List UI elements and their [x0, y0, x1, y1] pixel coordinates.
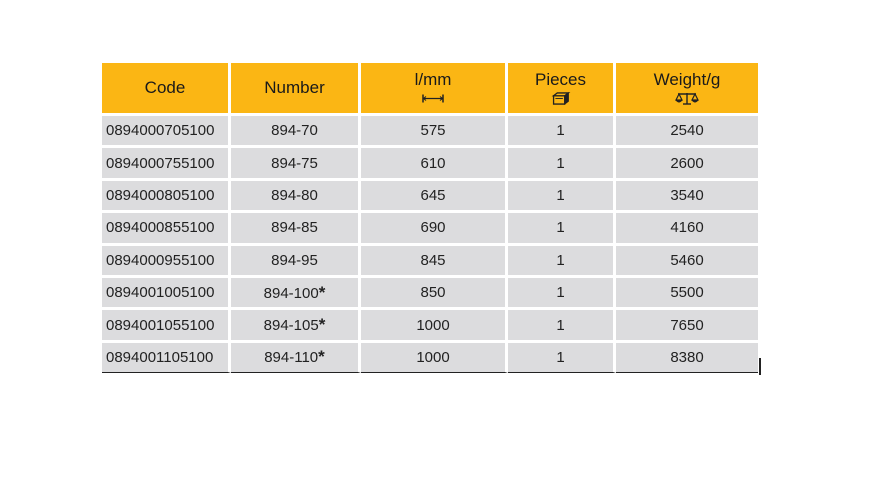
cell-number-text: 894-100: [263, 284, 319, 302]
column-header-code-label: Code: [144, 77, 186, 97]
column-header-length-label: l/mm: [414, 70, 452, 90]
cell-weight-text: 7650: [670, 316, 704, 334]
cell-length: [361, 116, 508, 148]
cell-pieces: [508, 278, 616, 310]
cell-number: [231, 181, 361, 213]
cell-length: [361, 213, 508, 245]
cell-code-text: 0894000855100: [106, 219, 215, 237]
cell-number: [231, 148, 361, 180]
cell-code: [102, 116, 231, 148]
cell-code: [102, 246, 231, 278]
cell-weight: [616, 310, 758, 342]
box-icon: [551, 92, 571, 105]
column-header-length: [361, 63, 508, 116]
cell-weight-text: 2540: [670, 122, 704, 140]
cell-pieces: [508, 181, 616, 213]
cell-code-text: 0894000755100: [106, 154, 215, 172]
length-dimension-icon: [422, 92, 444, 105]
scale-icon: [675, 92, 699, 105]
cell-number: [231, 246, 361, 278]
cell-length-text: 645: [420, 186, 446, 204]
cell-code-text: 0894000955100: [106, 251, 215, 269]
cell-number-text: 894-95: [271, 251, 318, 269]
cell-code-text: 0894000805100: [106, 186, 215, 204]
cell-number-text: 894-70: [271, 122, 318, 140]
cell-code: [102, 278, 231, 310]
cell-length: [361, 246, 508, 278]
cell-number-text: 894-75: [271, 154, 318, 172]
column-header-code: [102, 63, 231, 116]
cell-number-text: 894-85: [271, 219, 318, 237]
product-table-container: [102, 63, 758, 373]
cell-length: [361, 278, 508, 310]
cell-number-text: 894-110: [264, 349, 319, 367]
cell-length-text: 690: [420, 219, 446, 237]
cell-code-text: 0894001055100: [106, 316, 215, 334]
cell-number: [231, 116, 361, 148]
cell-length-text: 850: [420, 284, 446, 302]
cell-number-text: 894-105: [263, 317, 319, 335]
cell-length: [361, 181, 508, 213]
table-row: [102, 213, 758, 245]
cell-code-text: 0894000705100: [106, 122, 215, 140]
cell-weight: [616, 278, 758, 310]
cell-weight: [616, 116, 758, 148]
cell-length-text: 845: [420, 251, 446, 269]
cell-weight-text: 5500: [670, 284, 704, 302]
cell-pieces-text: 1: [556, 186, 565, 204]
cell-code-text: 0894001005100: [106, 284, 215, 302]
cell-code: [102, 181, 231, 213]
cell-weight-text: 5460: [670, 251, 704, 269]
cell-pieces-text: 1: [556, 348, 565, 366]
table-row: [102, 310, 758, 342]
edge-tick-mark: [759, 358, 761, 375]
cell-length: [361, 310, 508, 342]
column-header-pieces-label: Pieces: [534, 70, 587, 90]
cell-weight: [616, 148, 758, 180]
cell-pieces: [508, 246, 616, 278]
cell-pieces: [508, 116, 616, 148]
cell-weight: [616, 246, 758, 278]
asterisk-note-marker: *: [318, 282, 326, 302]
cell-weight-text: 3540: [670, 186, 704, 204]
cell-code: [102, 343, 231, 373]
cell-number: [231, 343, 361, 373]
cell-pieces-text: 1: [556, 316, 565, 334]
cell-number: [231, 213, 361, 245]
table-body: [102, 116, 758, 373]
cell-code: [102, 148, 231, 180]
cell-weight: [616, 343, 758, 373]
cell-code: [102, 213, 231, 245]
cell-pieces-text: 1: [556, 122, 565, 140]
cell-pieces-text: 1: [556, 251, 565, 269]
table-row: [102, 278, 758, 310]
cell-pieces: [508, 213, 616, 245]
cell-length-text: 1000: [416, 316, 450, 334]
table-row: [102, 343, 758, 373]
cell-number: [231, 278, 361, 310]
cell-code: [102, 310, 231, 342]
cell-weight: [616, 181, 758, 213]
table-header-row: [102, 63, 758, 116]
cell-pieces: [508, 343, 616, 373]
column-header-weight-label: Weight/g: [653, 70, 721, 90]
cell-pieces-text: 1: [556, 284, 565, 302]
table-row: [102, 148, 758, 180]
column-header-weight: [616, 63, 758, 116]
cell-pieces: [508, 310, 616, 342]
cell-length: [361, 148, 508, 180]
cell-pieces-text: 1: [556, 154, 565, 172]
cell-pieces-text: 1: [556, 219, 565, 237]
cell-weight: [616, 213, 758, 245]
cell-number-text: 894-80: [271, 186, 318, 204]
cell-number: [231, 310, 361, 342]
cell-weight-text: 8380: [670, 348, 704, 366]
table-row: [102, 116, 758, 148]
cell-pieces: [508, 148, 616, 180]
column-header-number: [231, 63, 361, 116]
table-row: [102, 246, 758, 278]
cell-weight-text: 4160: [670, 219, 704, 237]
product-table: [102, 63, 758, 373]
table-row: [102, 181, 758, 213]
cell-length-text: 575: [420, 122, 446, 140]
cell-length-text: 1000: [416, 348, 450, 366]
asterisk-note-marker: *: [318, 315, 326, 335]
column-header-number-label: Number: [264, 77, 325, 97]
cell-length-text: 610: [420, 154, 446, 172]
column-header-pieces: [508, 63, 616, 116]
cell-weight-text: 2600: [670, 154, 704, 172]
cell-length: [361, 343, 508, 373]
asterisk-note-marker: *: [318, 347, 325, 367]
cell-code-text: 0894001105100: [106, 348, 214, 366]
